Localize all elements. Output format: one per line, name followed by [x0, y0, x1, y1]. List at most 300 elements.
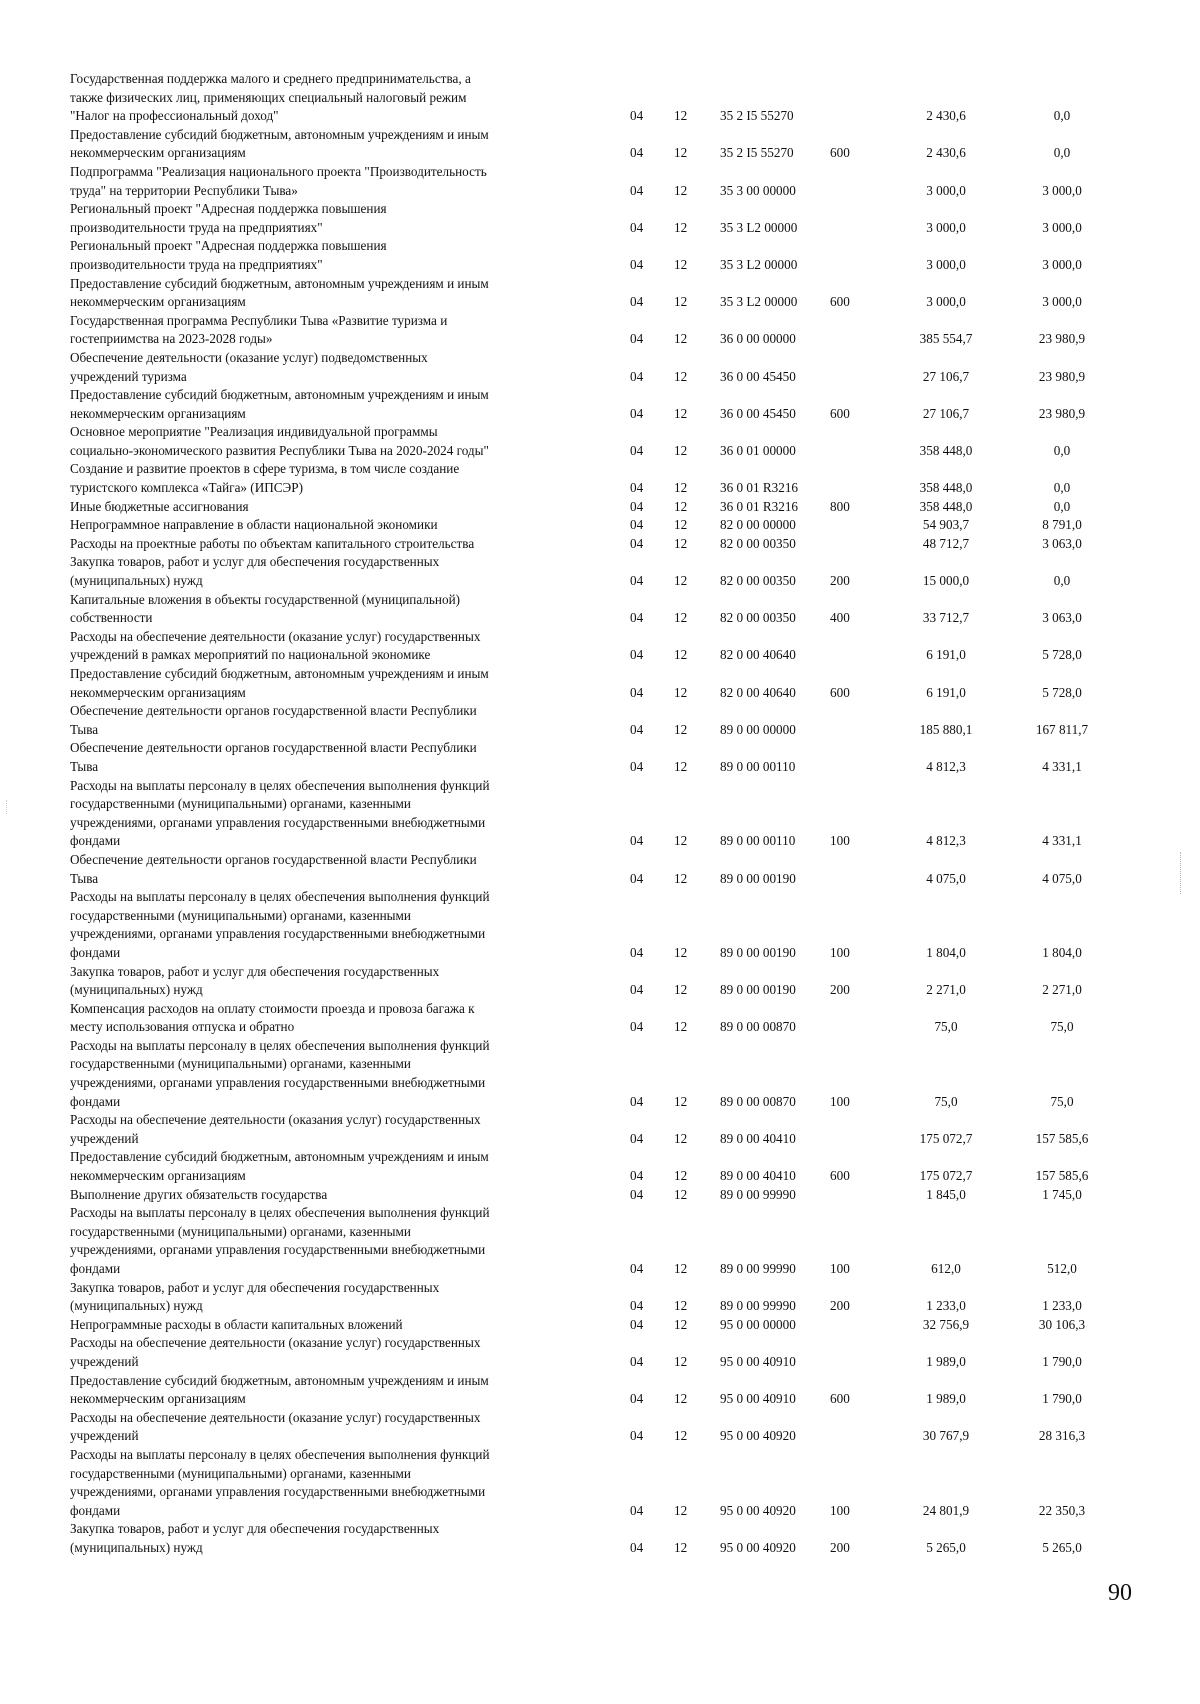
row-amount-year2-cell: 5 265,0	[1042, 1539, 1082, 1555]
row-section-code-cell: 04	[630, 721, 644, 737]
row-subsection-code-cell: 12	[674, 1316, 688, 1332]
row-section-code-cell: 04	[630, 833, 644, 849]
row-section-code-cell: 04	[630, 1186, 644, 1202]
row-name-cell: Обеспечение деятельности органов государственной власти Республики Тыва	[70, 740, 477, 774]
table-row	[70, 553, 1120, 590]
table-row	[70, 1279, 1120, 1316]
row-target-article-cell: 35 2 I5 55270	[720, 145, 794, 161]
row-amount-year2-cell: 75,0	[1050, 1093, 1074, 1109]
row-section-code-cell: 04	[630, 1168, 644, 1184]
row-section-code-cell: 04	[630, 219, 644, 235]
table-row	[70, 1316, 1120, 1335]
row-target-article-cell: 35 2 I5 55270	[720, 108, 794, 124]
row-expense-type-cell	[830, 200, 888, 237]
row-name-cell: Расходы на выплаты персоналу в целях обеспечения выполнения функций государственными (муниципальными) органами, казенными учреждениями, органами управления государственными внебюджетными фондами	[70, 1205, 490, 1276]
budget-table	[70, 70, 1120, 1558]
row-target-article-cell: 36 0 00 00000	[720, 331, 796, 347]
row-amount-year2-cell: 1 790,0	[1042, 1353, 1082, 1369]
row-name-cell: Закупка товаров, работ и услуг для обеспечения государственных (муниципальных) нужд	[70, 1521, 440, 1555]
row-expense-type-cell	[830, 702, 888, 739]
row-name-cell: Основное мероприятие "Реализация индивидуальной программы социально-экономического развития Республики Тыва на 2020-2024 годы"	[70, 424, 489, 458]
row-section-code-cell: 04	[630, 294, 644, 310]
row-section-code-cell: 04	[630, 1502, 644, 1518]
row-subsection-code-cell: 12	[674, 219, 688, 235]
row-subsection-code-cell: 12	[674, 368, 688, 384]
row-section-code-cell: 04	[630, 1019, 644, 1035]
row-target-article-cell: 89 0 00 00870	[720, 1093, 796, 1109]
row-amount-year1-cell: 3 000,0	[926, 294, 966, 310]
table-row	[70, 851, 1120, 888]
row-target-article-cell: 89 0 00 99990	[720, 1298, 796, 1314]
row-name-cell: Государственная программа Республики Тыва «Развитие туризма и гостеприимства на 2023-2028 годы»	[70, 312, 448, 347]
row-expense-type-cell	[830, 1409, 888, 1446]
row-section-code-cell: 04	[630, 498, 644, 514]
row-name-cell: Расходы на выплаты персоналу в целях обеспечения выполнения функций государственными (муниципальными) органами, казенными учреждениями, органами управления государственными внебюджетными фондами	[70, 1037, 490, 1109]
row-amount-year2-cell: 1 745,0	[1042, 1186, 1082, 1202]
row-expense-type-cell: 600	[830, 1168, 850, 1184]
page-number: 90	[1108, 1580, 1132, 1606]
row-subsection-code-cell: 12	[674, 405, 688, 421]
row-amount-year2-cell: 5 728,0	[1042, 684, 1082, 700]
row-target-article-cell: 36 0 01 R3216	[720, 480, 799, 496]
row-amount-year2-cell: 0,0	[1053, 498, 1071, 514]
row-expense-type-cell: 800	[830, 498, 850, 514]
row-amount-year1-cell: 6 191,0	[926, 684, 966, 700]
row-amount-year2-cell: 4 075,0	[1042, 870, 1082, 886]
scan-artifact-mark-left	[6, 800, 8, 814]
row-amount-year2-cell: 0,0	[1053, 480, 1071, 496]
row-amount-year2-cell: 2 271,0	[1042, 982, 1082, 998]
row-subsection-code-cell: 12	[674, 331, 688, 347]
row-expense-type-cell	[830, 535, 888, 554]
row-subsection-code-cell: 12	[674, 1168, 688, 1184]
row-expense-type-cell	[830, 1186, 888, 1205]
row-name-cell: Капитальные вложения в объекты государственной (муниципальной) собственности	[70, 591, 461, 626]
row-section-code-cell: 04	[630, 1093, 644, 1109]
row-target-article-cell: 82 0 00 00350	[720, 573, 796, 589]
row-amount-year1-cell: 33 712,7	[922, 610, 970, 626]
row-subsection-code-cell: 12	[674, 1428, 688, 1444]
row-expense-type-cell	[830, 237, 888, 274]
row-amount-year1-cell: 358 448,0	[919, 498, 973, 514]
table-row	[70, 516, 1120, 535]
table-row	[70, 1334, 1120, 1371]
row-section-code-cell: 04	[630, 1428, 644, 1444]
row-name-cell: Выполнение других обязательств государства	[70, 1186, 328, 1202]
row-amount-year2-cell: 1 233,0	[1042, 1298, 1082, 1314]
row-amount-year1-cell: 30 767,9	[922, 1428, 970, 1444]
row-expense-type-cell: 600	[830, 684, 850, 700]
row-expense-type-cell: 100	[830, 944, 850, 960]
row-target-article-cell: 95 0 00 40920	[720, 1502, 796, 1518]
row-section-code-cell: 04	[630, 610, 644, 626]
row-name-cell: Создание и развитие проектов в сфере туризма, в том числе создание туристского комплекса «Тайга» (ИПСЭР)	[70, 461, 460, 496]
table-row	[70, 1148, 1120, 1185]
row-section-code-cell: 04	[630, 145, 644, 161]
row-target-article-cell: 89 0 00 00190	[720, 870, 796, 886]
row-subsection-code-cell: 12	[674, 1539, 688, 1555]
row-amount-year2-cell: 30 106,3	[1038, 1316, 1086, 1332]
row-amount-year1-cell: 27 106,7	[922, 405, 970, 421]
row-expense-type-cell: 100	[830, 833, 850, 849]
row-amount-year1-cell: 5 265,0	[926, 1539, 966, 1555]
row-amount-year2-cell: 0,0	[1053, 145, 1071, 161]
row-amount-year1-cell: 1 989,0	[926, 1353, 966, 1369]
row-name-cell: Предоставление субсидий бюджетным, автономным учреждениям и иным некоммерческим организациям	[70, 126, 489, 161]
row-expense-type-cell	[830, 851, 888, 888]
row-expense-type-cell: 600	[830, 145, 850, 161]
row-section-code-cell: 04	[630, 480, 644, 496]
row-section-code-cell: 04	[630, 1130, 644, 1146]
row-subsection-code-cell: 12	[674, 535, 688, 551]
row-amount-year1-cell: 24 801,9	[922, 1502, 970, 1518]
row-subsection-code-cell: 12	[674, 1186, 688, 1202]
row-expense-type-cell	[830, 516, 888, 535]
row-amount-year2-cell: 157 585,6	[1035, 1168, 1089, 1184]
row-amount-year2-cell: 3 000,0	[1042, 219, 1082, 235]
row-section-code-cell: 04	[630, 1316, 644, 1332]
table-body	[70, 70, 1120, 1558]
row-amount-year1-cell: 185 880,1	[919, 721, 973, 737]
row-subsection-code-cell: 12	[674, 647, 688, 663]
scan-artifact-mark	[1180, 852, 1182, 894]
row-amount-year2-cell: 22 350,3	[1038, 1502, 1086, 1518]
row-amount-year2-cell: 23 980,9	[1038, 368, 1086, 384]
table-row	[70, 739, 1120, 776]
row-amount-year2-cell: 0,0	[1053, 442, 1071, 458]
row-target-article-cell: 82 0 00 00350	[720, 535, 796, 551]
row-section-code-cell: 04	[630, 331, 644, 347]
row-subsection-code-cell: 12	[674, 573, 688, 589]
row-subsection-code-cell: 12	[674, 833, 688, 849]
row-target-article-cell: 35 3 L2 00000	[720, 219, 798, 235]
row-expense-type-cell: 600	[830, 405, 850, 421]
row-amount-year1-cell: 612,0	[931, 1261, 961, 1276]
row-subsection-code-cell: 12	[674, 294, 688, 310]
row-expense-type-cell	[830, 349, 888, 386]
row-target-article-cell: 82 0 00 40640	[720, 647, 796, 663]
row-name-cell: Расходы на выплаты персоналу в целях обеспечения выполнения функций государственными (муниципальными) органами, казенными учреждениями, органами управления государственными внебюджетными фондами	[70, 1446, 490, 1518]
row-section-code-cell: 04	[630, 442, 644, 458]
row-expense-type-cell: 100	[830, 1093, 850, 1109]
row-target-article-cell: 35 3 L2 00000	[720, 294, 798, 310]
row-target-article-cell: 35 3 L2 00000	[720, 256, 798, 272]
row-section-code-cell: 04	[630, 256, 644, 272]
row-target-article-cell: 36 0 01 00000	[720, 442, 796, 458]
row-expense-type-cell	[830, 163, 888, 200]
row-section-code-cell: 04	[630, 1298, 644, 1314]
row-name-cell: Закупка товаров, работ и услуг для обеспечения государственных (муниципальных) нужд	[70, 1279, 440, 1314]
row-name-cell: Обеспечение деятельности органов государственной власти Республики Тыва	[70, 703, 477, 737]
table-row	[70, 1037, 1120, 1111]
row-target-article-cell: 89 0 00 99990	[720, 1261, 796, 1276]
row-expense-type-cell: 600	[830, 1391, 850, 1407]
row-section-code-cell: 04	[630, 182, 644, 198]
row-subsection-code-cell: 12	[674, 610, 688, 626]
table-row	[70, 200, 1120, 237]
row-expense-type-cell: 600	[830, 294, 850, 310]
row-amount-year2-cell: 8 791,0	[1042, 517, 1082, 533]
row-section-code-cell: 04	[630, 870, 644, 886]
row-section-code-cell: 04	[630, 1539, 644, 1555]
row-name-cell: Закупка товаров, работ и услуг для обеспечения государственных (муниципальных) нужд	[70, 554, 440, 589]
table-row	[70, 591, 1120, 628]
table-row	[70, 1520, 1120, 1557]
row-name-cell: Компенсация расходов на оплату стоимости проезда и провоза багажа к месту использования отпуска и обратно	[70, 1000, 475, 1035]
row-section-code-cell: 04	[630, 405, 644, 421]
row-subsection-code-cell: 12	[674, 145, 688, 161]
row-subsection-code-cell: 12	[674, 1261, 688, 1276]
row-subsection-code-cell: 12	[674, 1391, 688, 1407]
row-expense-type-cell	[830, 70, 888, 126]
row-subsection-code-cell: 12	[674, 1353, 688, 1369]
row-amount-year2-cell: 23 980,9	[1038, 405, 1086, 421]
table-row	[70, 70, 1120, 126]
row-section-code-cell: 04	[630, 368, 644, 384]
row-amount-year1-cell: 32 756,9	[922, 1316, 970, 1332]
table-row	[70, 628, 1120, 665]
table-row	[70, 777, 1120, 851]
row-amount-year2-cell: 0,0	[1053, 573, 1071, 589]
row-target-article-cell: 35 3 00 00000	[720, 182, 796, 198]
row-subsection-code-cell: 12	[674, 1130, 688, 1146]
table-row	[70, 535, 1120, 554]
table-row	[70, 1186, 1120, 1205]
row-subsection-code-cell: 12	[674, 480, 688, 496]
row-amount-year1-cell: 1 233,0	[926, 1298, 966, 1314]
row-subsection-code-cell: 12	[674, 442, 688, 458]
row-expense-type-cell	[830, 460, 888, 497]
row-subsection-code-cell: 12	[674, 870, 688, 886]
table-row	[70, 963, 1120, 1000]
row-amount-year2-cell: 3 063,0	[1042, 535, 1082, 551]
row-amount-year2-cell: 5 728,0	[1042, 647, 1082, 663]
row-target-article-cell: 36 0 00 45450	[720, 368, 796, 384]
row-amount-year2-cell: 4 331,1	[1042, 833, 1082, 849]
row-target-article-cell: 95 0 00 40920	[720, 1539, 796, 1555]
row-subsection-code-cell: 12	[674, 182, 688, 198]
row-subsection-code-cell: 12	[674, 1019, 688, 1035]
row-target-article-cell: 82 0 00 40640	[720, 684, 796, 700]
row-amount-year2-cell: 157 585,6	[1035, 1130, 1089, 1146]
row-name-cell: Расходы на обеспечение деятельности (оказания услуг) государственных учреждений	[70, 1112, 481, 1146]
row-amount-year1-cell: 48 712,7	[922, 535, 970, 551]
row-name-cell: Региональный проект "Адресная поддержка повышения производительности труда на предприятиях"	[70, 201, 387, 235]
row-subsection-code-cell: 12	[674, 498, 688, 514]
row-name-cell: Закупка товаров, работ и услуг для обеспечения государственных (муниципальных) нужд	[70, 963, 440, 998]
row-amount-year2-cell: 512,0	[1047, 1261, 1077, 1276]
row-subsection-code-cell: 12	[674, 758, 688, 774]
table-row	[70, 275, 1120, 312]
table-row	[70, 1372, 1120, 1409]
row-name-cell: Предоставление субсидий бюджетным, автономным учреждениям и иным некоммерческим организациям	[70, 1372, 489, 1407]
row-target-article-cell: 89 0 00 00190	[720, 982, 796, 998]
row-amount-year1-cell: 6 191,0	[926, 647, 966, 663]
row-amount-year2-cell: 167 811,7	[1035, 721, 1089, 737]
table-row	[70, 460, 1120, 497]
row-amount-year1-cell: 2 430,6	[926, 108, 966, 124]
row-expense-type-cell: 200	[830, 982, 850, 998]
row-amount-year1-cell: 15 000,0	[922, 573, 970, 589]
table-row	[70, 1446, 1120, 1520]
row-target-article-cell: 89 0 00 00110	[720, 758, 796, 774]
row-name-cell: Расходы на обеспечение деятельности (оказание услуг) государственных учреждений	[70, 1335, 481, 1369]
row-expense-type-cell: 200	[830, 1539, 850, 1555]
row-amount-year2-cell: 0,0	[1053, 108, 1071, 124]
row-name-cell: Расходы на обеспечение деятельности (оказание услуг) государственных учреждений в рамках мероприятий по национальной экономике	[70, 628, 481, 663]
table-row	[70, 702, 1120, 739]
row-name-cell: Предоставление субсидий бюджетным, автономным учреждениям и иным некоммерческим организациям	[70, 666, 489, 700]
row-expense-type-cell	[830, 423, 888, 460]
row-amount-year1-cell: 175 072,7	[919, 1130, 973, 1146]
row-name-cell: Расходы на выплаты персоналу в целях обеспечения выполнения функций государственными (муниципальными) органами, казенными учреждениями, органами управления государственными внебюджетными фондами	[70, 777, 490, 849]
table-row	[70, 237, 1120, 274]
row-expense-type-cell	[830, 1000, 888, 1037]
row-amount-year1-cell: 54 903,7	[922, 517, 970, 533]
row-name-cell: Предоставление субсидий бюджетным, автономным учреждениям и иным некоммерческим организациям	[70, 1149, 489, 1184]
table-row	[70, 1000, 1120, 1037]
row-amount-year1-cell: 175 072,7	[919, 1168, 973, 1184]
row-expense-type-cell: 100	[830, 1502, 850, 1518]
row-target-article-cell: 95 0 00 40910	[720, 1391, 796, 1407]
row-target-article-cell: 89 0 00 40410	[720, 1130, 796, 1146]
row-name-cell: Подпрограмма "Реализация национального проекта "Производительность труда" на территории Республики Тыва»	[70, 163, 487, 198]
row-target-article-cell: 95 0 00 40910	[720, 1353, 796, 1369]
row-amount-year1-cell: 358 448,0	[919, 480, 973, 496]
row-expense-type-cell: 400	[830, 610, 850, 626]
row-section-code-cell: 04	[630, 517, 644, 533]
table-row	[70, 349, 1120, 386]
row-name-cell: Региональный проект "Адресная поддержка повышения производительности труда на предприятиях"	[70, 238, 387, 272]
row-expense-type-cell	[830, 628, 888, 665]
row-amount-year1-cell: 3 000,0	[926, 219, 966, 235]
row-expense-type-cell: 200	[830, 573, 850, 589]
table-row	[70, 423, 1120, 460]
row-section-code-cell: 04	[630, 1353, 644, 1369]
row-amount-year1-cell: 3 000,0	[926, 182, 966, 198]
row-section-code-cell: 04	[630, 647, 644, 663]
row-amount-year1-cell: 4 075,0	[926, 870, 966, 886]
row-subsection-code-cell: 12	[674, 1093, 688, 1109]
row-target-article-cell: 89 0 00 99990	[720, 1186, 796, 1202]
row-amount-year2-cell: 3 000,0	[1042, 294, 1082, 310]
row-expense-type-cell	[830, 1111, 888, 1148]
row-amount-year1-cell: 1 804,0	[926, 944, 966, 960]
row-section-code-cell: 04	[630, 1261, 644, 1276]
table-row	[70, 1409, 1120, 1446]
row-subsection-code-cell: 12	[674, 1298, 688, 1314]
row-expense-type-cell	[830, 1334, 888, 1371]
row-amount-year1-cell: 4 812,3	[926, 758, 966, 774]
row-target-article-cell: 36 0 00 45450	[720, 405, 796, 421]
row-target-article-cell: 95 0 00 40920	[720, 1428, 796, 1444]
row-target-article-cell: 36 0 01 R3216	[720, 498, 799, 514]
row-subsection-code-cell: 12	[674, 517, 688, 533]
row-amount-year2-cell: 4 331,1	[1042, 758, 1082, 774]
row-name-cell: Расходы на проектные работы по объектам капитального строительства	[70, 535, 475, 551]
row-amount-year2-cell: 75,0	[1050, 1019, 1074, 1035]
table-row	[70, 386, 1120, 423]
row-name-cell: Обеспечение деятельности (оказание услуг) подведомственных учреждений туризма	[70, 349, 428, 384]
row-target-article-cell: 82 0 00 00350	[720, 610, 796, 626]
row-name-cell: Государственная поддержка малого и среднего предпринимательства, а также физических лиц, применяющих специальный налоговый режим "Налог на профессиональный доход"	[70, 71, 471, 124]
row-amount-year1-cell: 1 989,0	[926, 1391, 966, 1407]
row-amount-year1-cell: 75,0	[934, 1019, 958, 1035]
row-section-code-cell: 04	[630, 982, 644, 998]
table-row	[70, 888, 1120, 962]
row-target-article-cell: 89 0 00 40410	[720, 1168, 796, 1184]
row-section-code-cell: 04	[630, 1391, 644, 1407]
row-amount-year1-cell: 2 271,0	[926, 982, 966, 998]
row-amount-year1-cell: 75,0	[934, 1093, 958, 1109]
row-amount-year1-cell: 385 554,7	[919, 331, 973, 347]
row-name-cell: Обеспечение деятельности органов государственной власти Республики Тыва	[70, 851, 477, 886]
row-name-cell: Предоставление субсидий бюджетным, автономным учреждениям и иным некоммерческим организациям	[70, 387, 489, 421]
row-subsection-code-cell: 12	[674, 256, 688, 272]
table-row	[70, 1111, 1120, 1148]
row-section-code-cell: 04	[630, 758, 644, 774]
row-expense-type-cell	[830, 739, 888, 776]
row-amount-year2-cell: 3 063,0	[1042, 610, 1082, 626]
row-target-article-cell: 89 0 00 00110	[720, 833, 796, 849]
row-section-code-cell: 04	[630, 535, 644, 551]
table-row	[70, 126, 1120, 163]
row-amount-year1-cell: 4 812,3	[926, 833, 966, 849]
table-row	[70, 1204, 1120, 1278]
row-target-article-cell: 89 0 00 00000	[720, 721, 796, 737]
row-expense-type-cell	[830, 312, 888, 349]
row-subsection-code-cell: 12	[674, 721, 688, 737]
row-expense-type-cell: 100	[830, 1261, 850, 1276]
row-target-article-cell: 82 0 00 00000	[720, 517, 796, 533]
row-name-cell: Расходы на выплаты персоналу в целях обеспечения выполнения функций государственными (муниципальными) органами, казенными учреждениями, органами управления государственными внебюджетными фондами	[70, 889, 490, 960]
row-expense-type-cell: 200	[830, 1298, 850, 1314]
row-section-code-cell: 04	[630, 684, 644, 700]
row-amount-year1-cell: 3 000,0	[926, 256, 966, 272]
row-subsection-code-cell: 12	[674, 944, 688, 960]
row-name-cell: Предоставление субсидий бюджетным, автономным учреждениям и иным некоммерческим организациям	[70, 275, 489, 310]
row-subsection-code-cell: 12	[674, 684, 688, 700]
row-name-cell: Непрограммные расходы в области капитальных вложений	[70, 1316, 403, 1332]
table-row	[70, 498, 1120, 517]
row-subsection-code-cell: 12	[674, 108, 688, 124]
row-name-cell: Непрограммное направление в области национальной экономики	[70, 517, 438, 533]
row-amount-year1-cell: 27 106,7	[922, 368, 970, 384]
row-amount-year2-cell: 28 316,3	[1038, 1428, 1086, 1444]
row-name-cell: Иные бюджетные ассигнования	[70, 498, 249, 514]
row-expense-type-cell	[830, 1316, 888, 1335]
row-target-article-cell: 89 0 00 00870	[720, 1019, 796, 1035]
row-name-cell: Расходы на обеспечение деятельности (оказание услуг) государственных учреждений	[70, 1409, 481, 1444]
row-section-code-cell: 04	[630, 108, 644, 124]
table-row	[70, 163, 1120, 200]
row-subsection-code-cell: 12	[674, 1502, 688, 1518]
table-row	[70, 665, 1120, 702]
row-amount-year2-cell: 1 790,0	[1042, 1391, 1082, 1407]
row-section-code-cell: 04	[630, 944, 644, 960]
row-amount-year2-cell: 3 000,0	[1042, 256, 1082, 272]
row-section-code-cell: 04	[630, 573, 644, 589]
row-amount-year2-cell: 3 000,0	[1042, 182, 1082, 198]
row-target-article-cell: 95 0 00 00000	[720, 1316, 796, 1332]
row-target-article-cell: 89 0 00 00190	[720, 944, 796, 960]
row-amount-year1-cell: 2 430,6	[926, 145, 966, 161]
table-row	[70, 312, 1120, 349]
row-amount-year2-cell: 23 980,9	[1038, 331, 1086, 347]
row-amount-year1-cell: 358 448,0	[919, 442, 973, 458]
row-subsection-code-cell: 12	[674, 982, 688, 998]
row-amount-year2-cell: 1 804,0	[1042, 944, 1082, 960]
